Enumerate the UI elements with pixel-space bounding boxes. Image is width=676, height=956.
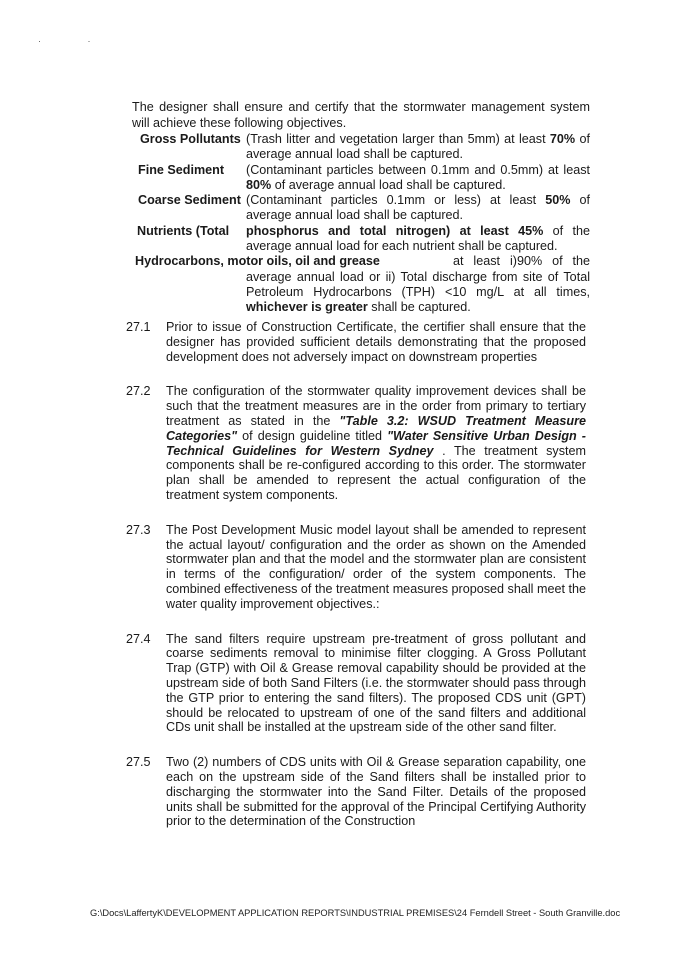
condition-text: Two (2) numbers of CDS units with Oil & Grease separation capability, one each on the upstream side of the Sand filters shall be installed prior to discharging the stormwater into the Sand Filter. Details of the proposed units shall be submitted for the approval of the Principal Certifying Authority prior to the determination of the Construction <box>166 755 586 829</box>
objective-item <box>132 163 590 194</box>
objective-label: Coarse Sediment <box>138 193 241 208</box>
intro-paragraph: The designer shall ensure and certify that the stormwater management system will achieve these following objectives. <box>132 100 590 130</box>
condition-text: Prior to issue of Construction Certificate, the certifier shall ensure that the designer has provided sufficient details demonstrating that the proposed development does not adversely impact on downstream properties <box>166 320 586 364</box>
condition-number: 27.3 <box>126 522 151 537</box>
condition-item <box>126 320 586 364</box>
objective-item <box>132 254 590 315</box>
objective-description: (Trash litter and vegetation larger than 5mm) at least 70% of average annual load shall be captured. <box>246 132 590 162</box>
objective-label: Gross Pollutants <box>140 132 241 146</box>
table-reference: "Table 3.2: WSUD Treatment Measure Categories" <box>166 413 586 443</box>
guideline-reference: "Water Sensitive Urban Design - Technical Guidelines for Western Sydney <box>166 428 586 458</box>
objective-description: phosphorus and total nitrogen) at least 45% of the average annual load for each nutrient shall be captured. <box>246 223 590 254</box>
scan-specks: · · <box>38 36 113 46</box>
objective-item <box>132 193 590 224</box>
condition-number: 27.5 <box>126 755 151 770</box>
condition-number: 27.1 <box>126 320 151 334</box>
objective-label: Nutrients (Total <box>137 223 230 238</box>
objective-item <box>132 132 590 163</box>
condition-item <box>126 755 586 829</box>
condition-item <box>126 384 586 502</box>
objective-item <box>132 224 590 255</box>
condition-item <box>126 523 586 612</box>
condition-text: The sand filters require upstream pre-treatment of gross pollutant and coarse sediments removal to minimise filter clogging. A Gross Pollutant Trap (GTP) with Oil & Grease removal capability should be provided at the upstream side of both Sand Filters (i.e. the stormwater should pass through the GTP prior to entering the sand filters). The proposed CDS unit (GPT) should be relocated to upstream of one of the sand filters and additional CDs unit shall be installed at the upstream side of the other sand filter. <box>166 631 587 735</box>
conditions-list <box>126 320 586 849</box>
condition-text: The Post Development Music model layout shall be amended to represent the actual layout/ configuration and the order as shown on the Amended stormwater plan and that the model and the stormwater plan are consistent in terms of the configuration/ order of the system components. The combined effectiveness of the treatment measures proposed shall meet the water quality improvement objectives.: <box>166 522 586 611</box>
objective-label: Hydrocarbons, motor oils, oil and grease <box>135 254 380 269</box>
objective-description: (Contaminant particles between 0.1mm and 0.5mm) at least 80% of average annual load shall be captured. <box>246 162 590 192</box>
objective-label: Fine Sediment <box>138 162 225 177</box>
objective-description: at least i)90% of the average annual load or ii) Total discharge from site of Total Petroleum Hydrocarbons (TPH) <10 mg/L at all times, whichever is greater shall be captured. <box>246 254 590 315</box>
file-path-footer: G:\Docs\LaffertyK\DEVELOPMENT APPLICATION REPORTS\INDUSTRIAL PREMISES\24 Ferndell Street - South Granville.doc <box>90 908 621 918</box>
condition-number: 27.4 <box>126 631 151 646</box>
condition-item <box>126 632 586 736</box>
condition-number: 27.2 <box>126 384 151 399</box>
condition-text: The configuration of the stormwater quality improvement devices shall be such that the treatment measures are in the order from primary to tertiary treatment as stated in the "Table 3.2: WSUD Treatment Measure Categories" of design guideline titled "Water Sensitive Urban Design - Technical Guidelines for Western Sydney . The treatment system components shall be re-configured according to this order. The stormwater plan shall be amended to represent the actual configuration of the treatment system components. <box>166 384 586 502</box>
objectives-list <box>132 132 590 316</box>
objective-description: (Contaminant particles 0.1mm or less) at least 50% of average annual load shall be captured. <box>246 193 590 223</box>
